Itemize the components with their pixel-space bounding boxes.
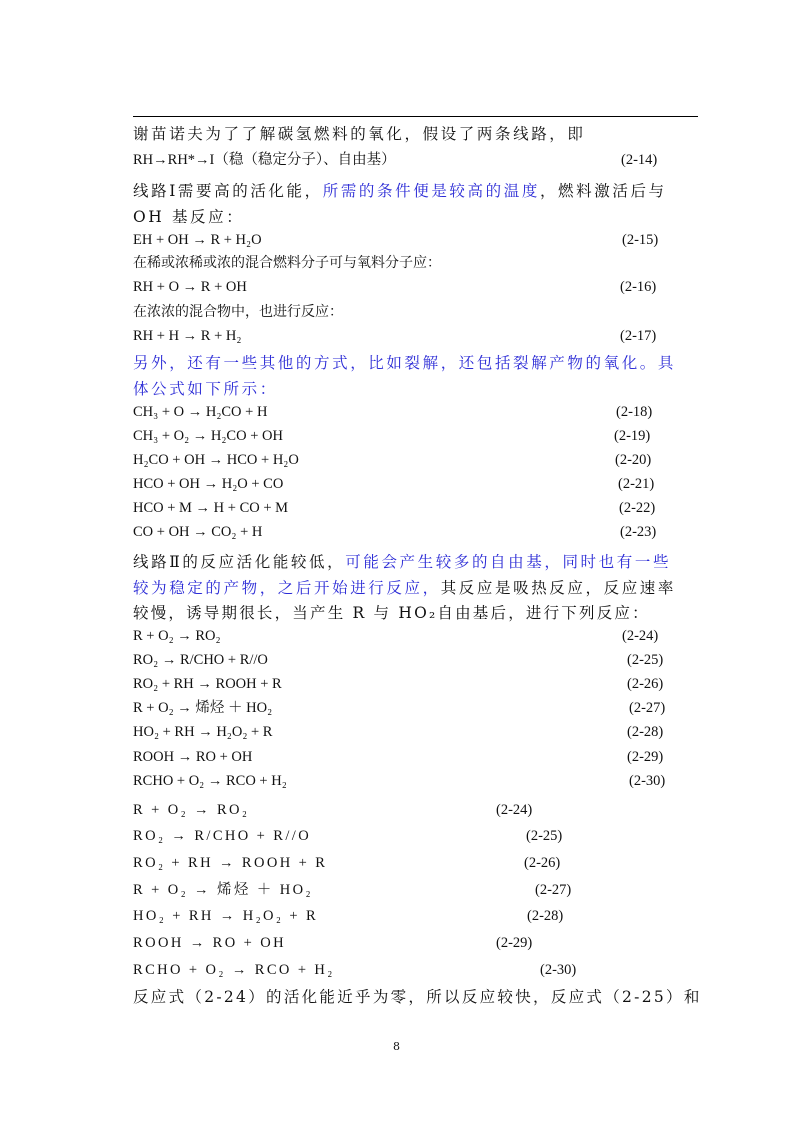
- equation-alt-number-2-25: (2-25): [526, 828, 563, 844]
- equation-number-2-26: (2-26): [627, 676, 664, 692]
- header-rule: [133, 116, 698, 117]
- equation-alt-number-2-24: (2-24): [496, 802, 533, 818]
- equation-2-17: RH + H → R + H₂: [133, 328, 242, 344]
- note-2-16: 在稀或浓稀或浓的混合燃料分子可与氧料分子应：: [133, 255, 441, 271]
- equation-number-2-25: (2-25): [627, 652, 664, 668]
- equation-alt-2-28: HO₂ + RH → H₂O₂ + R: [133, 908, 319, 924]
- equation-alt-2-30: RCHO + O₂ → RCO + H₂: [133, 962, 335, 978]
- paragraph-cracking-cont: 体公式如下所示：: [133, 380, 278, 398]
- equation-2-21: HCO + OH → H₂O + CO: [133, 476, 284, 492]
- equation-2-14: RH→RH*→I（稳（稳定分子）、自由基）: [133, 152, 396, 168]
- equation-number-2-16: (2-16): [620, 279, 657, 295]
- page-number: 8: [393, 1040, 400, 1053]
- equation-2-23: CO + OH → CO₂ + H: [133, 524, 263, 540]
- paragraph-activation-energy: 反应式（2-24）的活化能近乎为零，所以反应较快，反应式（2-25）和: [133, 988, 702, 1006]
- equation-2-18: CH₃ + O → H₂CO + H: [133, 404, 268, 420]
- equation-alt-number-2-29: (2-29): [496, 935, 533, 951]
- equation-alt-2-24: R + O₂ → RO₂: [133, 802, 250, 818]
- equation-alt-number-2-27: (2-27): [535, 882, 572, 898]
- equation-number-2-23: (2-23): [620, 524, 657, 540]
- paragraph-route-1: [133, 181, 667, 201]
- equation-number-2-28: (2-28): [627, 724, 664, 740]
- equation-number-2-27: (2-27): [629, 700, 666, 716]
- equation-alt-number-2-26: (2-26): [524, 855, 561, 871]
- equation-2-24: R + O₂ → RO₂: [133, 628, 221, 644]
- equation-number-2-21: (2-21): [618, 476, 655, 492]
- equation-number-2-15: (2-15): [622, 232, 659, 248]
- equation-number-2-29: (2-29): [627, 749, 664, 765]
- highlight-span: 可能会产生较多的自由基，同时也有一些: [345, 553, 672, 571]
- equation-2-27: R + O₂ → 烯烃 ＋ HO₂: [133, 700, 273, 716]
- equation-number-2-14: (2-14): [621, 152, 658, 168]
- equation-2-16: RH + O → R + OH: [133, 279, 247, 295]
- highlight-span: 较为稳定的产物，之后开始进行反应，: [133, 579, 441, 597]
- equation-2-26: RO₂ + RH → ROOH + R: [133, 676, 282, 692]
- intro-text: 谢苗诺夫为了了解碳氢燃料的氧化，假设了两条线路，即: [133, 125, 586, 143]
- text-span: 线路Ⅱ的反应活化能较低，: [133, 553, 346, 571]
- equation-2-30: RCHO + O₂ → RCO + H₂: [133, 773, 287, 789]
- text-span: 其反应是吸热反应，反应速率: [440, 579, 677, 597]
- paragraph-route-1-cont: OH 基反应：: [133, 208, 245, 226]
- text-span: ，燃料激活后与: [539, 182, 667, 200]
- note-2-17: 在浓浓的混合物中，也进行反应：: [133, 304, 343, 320]
- equation-number-2-18: (2-18): [616, 404, 653, 420]
- equation-number-2-30: (2-30): [629, 773, 666, 789]
- equation-alt-2-27: R + O₂ → 烯烃 ＋ HO₂: [133, 882, 313, 898]
- equation-2-20: H₂CO + OH → HCO + H₂O: [133, 452, 299, 468]
- equation-alt-2-29: ROOH → RO + OH: [133, 935, 286, 951]
- equation-2-22: HCO + M → H + CO + M: [133, 500, 289, 516]
- equation-alt-number-2-28: (2-28): [527, 908, 564, 924]
- equation-number-2-22: (2-22): [619, 500, 656, 516]
- paragraph-cracking: 另外，还有一些其他的方式，比如裂解，还包括裂解产物的氧化。具: [133, 354, 677, 372]
- text-span: 线路Ⅰ需要高的活化能，: [133, 182, 323, 200]
- highlight-span: 所需的条件便是较高的温度: [322, 182, 540, 200]
- equation-2-15: EH + OH → R + H₂O: [133, 232, 262, 248]
- equation-alt-number-2-30: (2-30): [540, 962, 577, 978]
- equation-number-2-19: (2-19): [614, 428, 651, 444]
- equation-2-28: HO₂ + RH → H₂O₂ + R: [133, 724, 273, 740]
- equation-2-29: ROOH → RO + OH: [133, 749, 253, 765]
- paragraph-route-2-line3: 较慢，诱导期很长，当产生 R 与 HO₂自由基后，进行下列反应：: [133, 604, 650, 622]
- equation-2-25: RO₂ → R/CHO + R//O: [133, 652, 268, 668]
- equation-number-2-20: (2-20): [615, 452, 652, 468]
- equation-number-2-17: (2-17): [620, 328, 657, 344]
- paragraph-route-2-line2: [133, 578, 676, 598]
- equation-alt-2-26: RO₂ + RH → ROOH + R: [133, 855, 328, 871]
- equation-alt-2-25: RO₂ → R/CHO + R//O: [133, 828, 312, 844]
- paragraph-route-2: [133, 552, 671, 572]
- equation-2-19: CH₃ + O₂ → H₂CO + OH: [133, 428, 283, 444]
- equation-number-2-24: (2-24): [622, 628, 659, 644]
